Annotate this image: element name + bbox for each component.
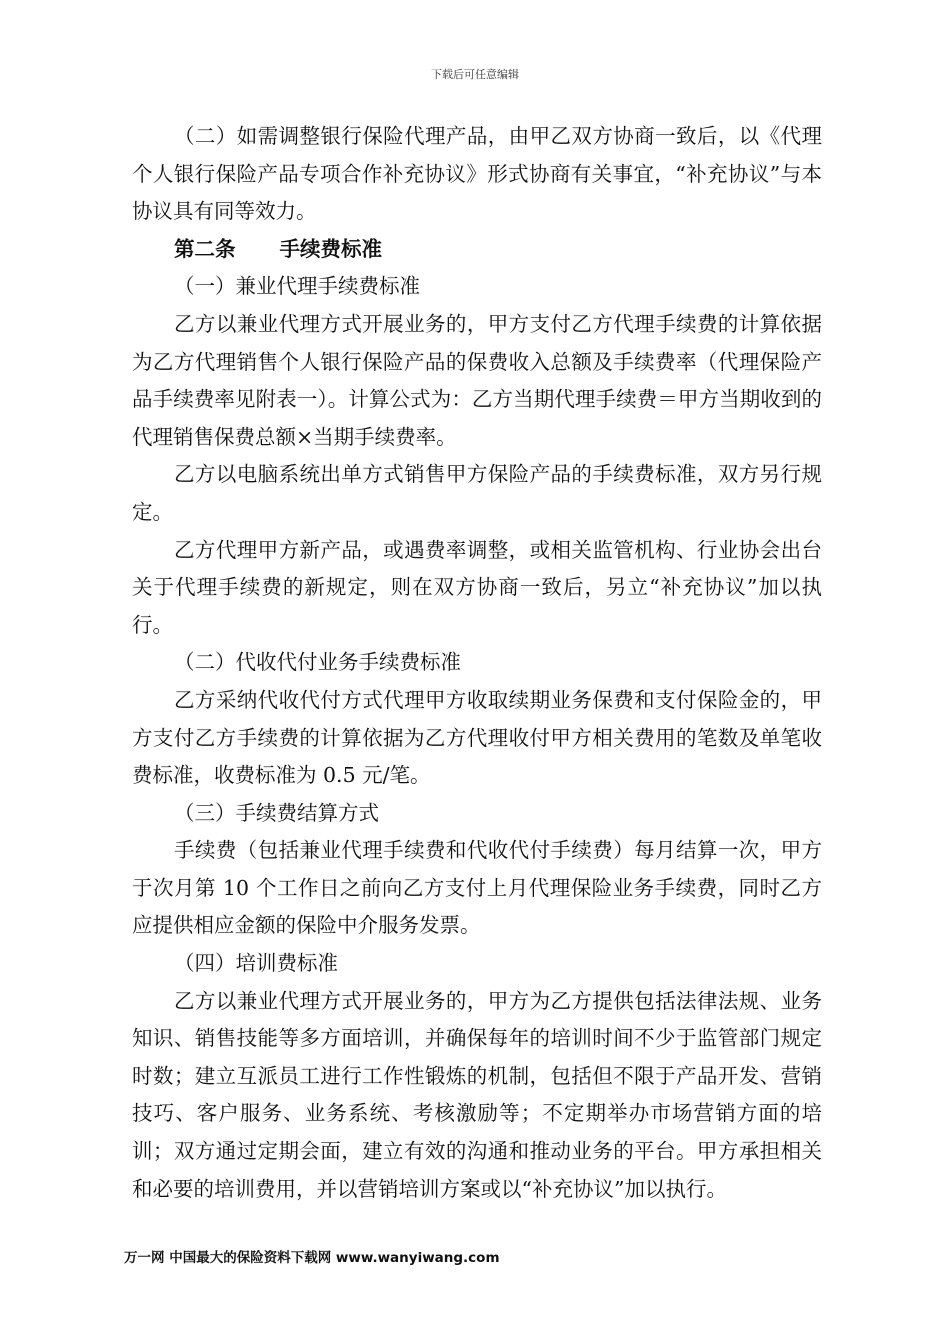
section-title-training-fee: （四）培训费标准 bbox=[174, 951, 338, 976]
paragraph-computer-system-fee: 乙方以电脑系统出单方式销售甲方保险产品的手续费标准，双方另行规定。 bbox=[132, 462, 822, 524]
paragraph-new-products: 乙方代理甲方新产品，或遇费率调整，或相关监管机构、行业协会出台关于代理手续费的新规定，则在双方协商一致后，另立“补充协议”加以执行。 bbox=[132, 537, 822, 637]
paragraph-training-fee: 乙方以兼业代理方式开展业务的，甲方为乙方提供包括法律法规、业务知识、销售技能等多方面培训，并确保每年的培训时间不少于监管部门规定时数；建立互派员工进行工作性锻炼的机制，包括但不限于产品开发、营销技巧、客户服务、业务系统、考核激励等；不定期举办市场营销方面的培训；双方通过定期会面，建立有效的沟通和推动业务的平台。甲方承担相关和必要的培训费用，并以营销培训方案或以“补充协议”加以执行。 bbox=[132, 988, 822, 1201]
paragraph-settlement: 手续费（包括兼业代理手续费和代收代付手续费）每月结算一次，甲方于次月第 10 个工作日之前向乙方支付上月代理保险业务手续费，同时乙方应提供相应金额的保险中介服务发票。 bbox=[132, 838, 822, 938]
page-footer-site: 万一网 中国最大的保险资料下载网 www.wanyiwang.com bbox=[124, 1250, 500, 1266]
section-title-settlement: （三）手续费结算方式 bbox=[174, 800, 379, 825]
paragraph-collection-fee: 乙方采纳代收代付方式代理甲方收取续期业务保费和支付保险金的，甲方支付乙方手续费的计算依据为乙方代理收付甲方相关费用的笔数及单笔收费标准，收费标准为 0.5 元/笔。 bbox=[132, 687, 822, 788]
section-title-collection-fee: （二）代收代付业务手续费标准 bbox=[174, 650, 461, 675]
document-body bbox=[132, 118, 822, 1208]
paragraph-agency-fee-formula: 乙方以兼业代理方式开展业务的，甲方支付乙方代理手续费的计算依据为乙方代理销售个人银行保险产品的保费收入总额及手续费率（代理保险产品手续费率见附表一）。计算公式为：乙方当期代理手续费＝甲方当期收到的代理销售保费总额×当期手续费率。 bbox=[132, 311, 822, 449]
article-heading bbox=[132, 231, 822, 269]
paragraph-adjust-products: （二）如需调整银行保险代理产品，由甲乙双方协商一致后，以《代理个人银行保险产品专项合作补充协议》形式协商有关事宜，“补充协议”与本协议具有同等效力。 bbox=[132, 124, 822, 224]
article-number: 第二条 bbox=[174, 236, 236, 261]
article-title: 手续费标准 bbox=[279, 236, 382, 261]
page-header-note: 下载后可任意编辑 bbox=[431, 68, 519, 81]
section-title-agency-fee: （一）兼业代理手续费标准 bbox=[174, 274, 420, 299]
